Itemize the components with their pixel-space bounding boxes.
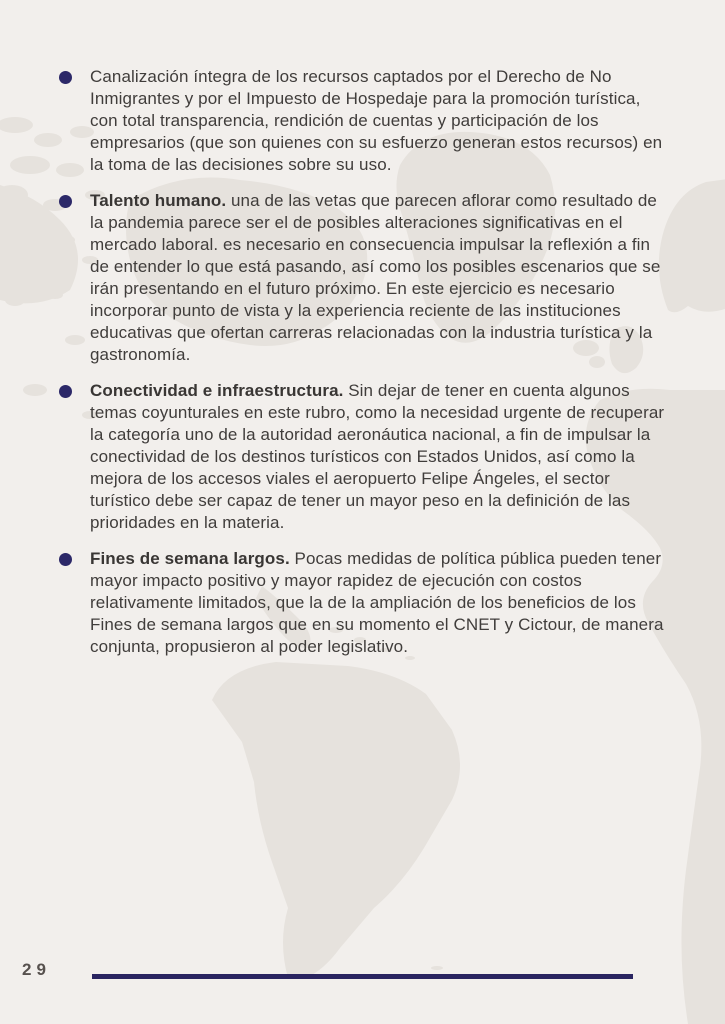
bullet-icon [59,385,72,398]
page-number: 29 [22,960,51,979]
bullet-lead: Fines de semana largos. [90,549,290,568]
bullet-paragraph [90,380,668,534]
bullet-body: Canalización íntegra de los recursos captados por el Derecho de No Inmigrantes y por el Impuesto de Hospedaje para la promoción turística, con total transparencia, rendición de cuentas y participación de los empresarios (que son quienes con su esfuerzo generan estos recursos) en la toma de las decisiones sobre su uso. [90,67,663,174]
bullet-lead: Talento humano. [90,191,227,210]
bullet-lead: Conectividad e infraestructura. [90,381,344,400]
list-item [59,548,671,658]
bullet-body: Sin dejar de tener en cuenta algunos temas coyunturales en este rubro, como la necesidad urgente de recuperar la categoría uno de la autoridad aeronáutica nacional, a fin de impulsar la conectividad de los destinos turísticos con Estados Unidos, así como la mejora de los accesos viales el aeropuerto Felipe Ángeles, el sector turístico debe ser capaz de tener un mayor peso en la definición de las prioridades en la materia. [90,381,665,532]
list-item [59,66,671,176]
list-item [59,380,671,534]
bullet-paragraph [90,190,668,366]
bullet-body: una de las vetas que parecen aflorar como resultado de la pandemia parece ser el de posibles alteraciones significativas en el mercado laboral. es necesario en consecuencia impulsar la reflexión a fin de entender lo que está pasando, así como los posibles escenarios que se irán presentando en el futuro próximo. En este ejercicio es necesario incorporar punto de vista y la experiencia reciente de las instituciones educativas que ofertan carreras relacionadas con la industria turística y la gastronomía. [90,191,661,364]
bullet-icon [59,553,72,566]
bullet-body: Pocas medidas de política pública pueden tener mayor impacto positivo y mayor rapidez de ejecución con costos relativamente limitados, que la de la ampliación de los beneficios de los Fines de semana largos que en su momento el CNET y Cictour, de manera conjunta, propusieron al poder legislativo. [90,549,664,656]
bullet-icon [59,195,72,208]
list-item [59,190,671,366]
bullet-paragraph [90,66,668,176]
footer-rule [92,974,633,979]
bullet-paragraph [90,548,668,658]
bullet-icon [59,71,72,84]
bullet-list [59,66,671,672]
